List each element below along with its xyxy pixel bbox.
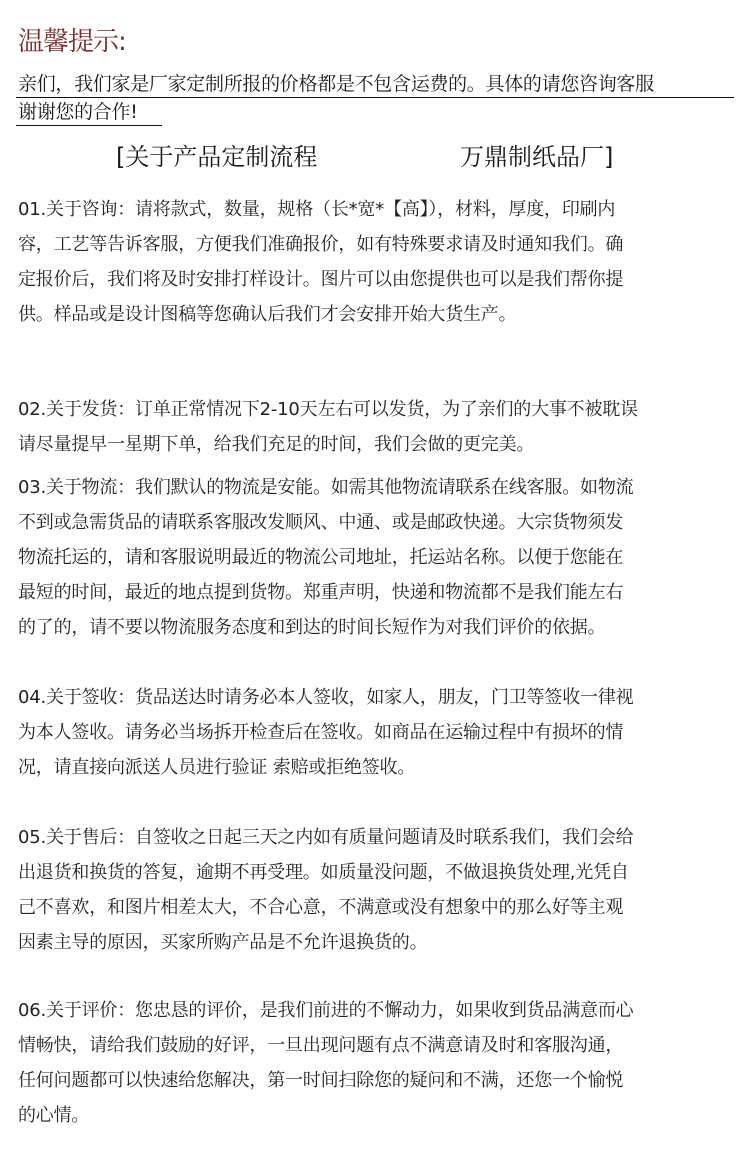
paragraph-line: 出退货和换货的答复，逾期不再受理。如质量没问题，不做退换货处理,光凭自 xyxy=(18,862,629,883)
paragraph-line: 05.关于售后：自签收之日起三天之内如有质量问题请及时联系我们，我们会给 xyxy=(18,827,634,848)
paragraph-line: 03.关于物流：我们默认的物流是安能。如需其他物流请联系在线客服。如物流 xyxy=(18,477,634,498)
underline-rule xyxy=(16,125,162,126)
section-shipping xyxy=(18,392,734,462)
paragraph-line: 容，工艺等告诉客服，方便我们准确报价，如有特殊要求请及时通知我们。确 xyxy=(18,234,624,255)
paragraph-line: 供。样品或是设计图稿等您确认后我们才会安排开始大货生产。 xyxy=(18,304,517,325)
section-logistics xyxy=(18,470,734,645)
paragraph-line: 最短的时间，最近的地点提到货物。郑重声明，快递和物流都不是我们能左右 xyxy=(18,582,624,603)
notice-line-thanks: 谢谢您的合作! xyxy=(18,101,138,123)
paragraph-line: 物流托运的，请和客服说明最近的物流公司地址，托运站名称。以便于您能在 xyxy=(18,547,624,568)
paragraph-line: 己不喜欢，和图片相差太大，不合心意，不满意或没有想象中的那么好等主观 xyxy=(18,897,624,918)
paragraph-line: 定报价后，我们将及时安排打样设计。图片可以由您提供也可以是我们帮你提 xyxy=(18,269,624,290)
paragraph-line: 不到或急需货品的请联系客服改发顺风、中通、或是邮政快递。大宗货物须发 xyxy=(18,512,624,533)
paragraph-line: 况，请直接向派送人员进行验证 索赔或拒绝签收。 xyxy=(18,757,416,778)
paragraph-line: 02.关于发货：订单正常情况下2-10天左右可以发货，为了亲们的大事不被耽误 xyxy=(18,399,638,420)
paragraph-line: 因素主导的原因，买家所购产品是不允许退换货的。 xyxy=(18,932,428,953)
underline-rule xyxy=(16,97,734,98)
notice-title: 温馨提示: xyxy=(18,27,126,57)
section-reviews xyxy=(18,993,734,1133)
paragraph-line: 的了的，请不要以物流服务态度和到达的时间长短作为对我们评价的依据。 xyxy=(18,617,606,638)
paragraph-line: 情畅快，请给我们鼓励的好评，一旦出现问题有点不满意请及时和客服沟通， xyxy=(18,1035,624,1056)
paragraph-line: 04.关于签收：货品送达时请务必本人签收，如家人，朋友，门卫等签收一律视 xyxy=(18,687,634,708)
heading-factory-name: 万鼎制纸品厂] xyxy=(460,143,614,171)
paragraph-line: 06.关于评价：您忠恳的评价，是我们前进的不懈动力，如果收到货品满意而心 xyxy=(18,1000,634,1021)
paragraph-line: 任何问题都可以快速给您解决，第一时间扫除您的疑问和不满，还您一个愉悦 xyxy=(18,1070,624,1091)
paragraph-line: 01.关于咨询：请将款式，数量，规格（长*宽*【高】），材料，厚度，印刷内 xyxy=(18,199,616,220)
section-after-sales xyxy=(18,820,734,960)
heading-process: [关于产品定制流程 xyxy=(116,143,318,171)
paragraph-line: 为本人签收。请务必当场拆开检查后在签收。如商品在运输过程中有损坏的情 xyxy=(18,722,624,743)
paragraph-line: 请尽量提早一星期下单，给我们充足的时间，我们会做的更完美。 xyxy=(18,434,535,455)
section-consultation xyxy=(18,192,734,332)
paragraph-line: 的心情。 xyxy=(18,1105,90,1126)
section-receipt xyxy=(18,680,734,785)
notice-line-shipping-cost: 亲们，我们家是厂家定制所报的价格都是不包含运费的。具体的请您咨询客服 xyxy=(18,73,654,95)
